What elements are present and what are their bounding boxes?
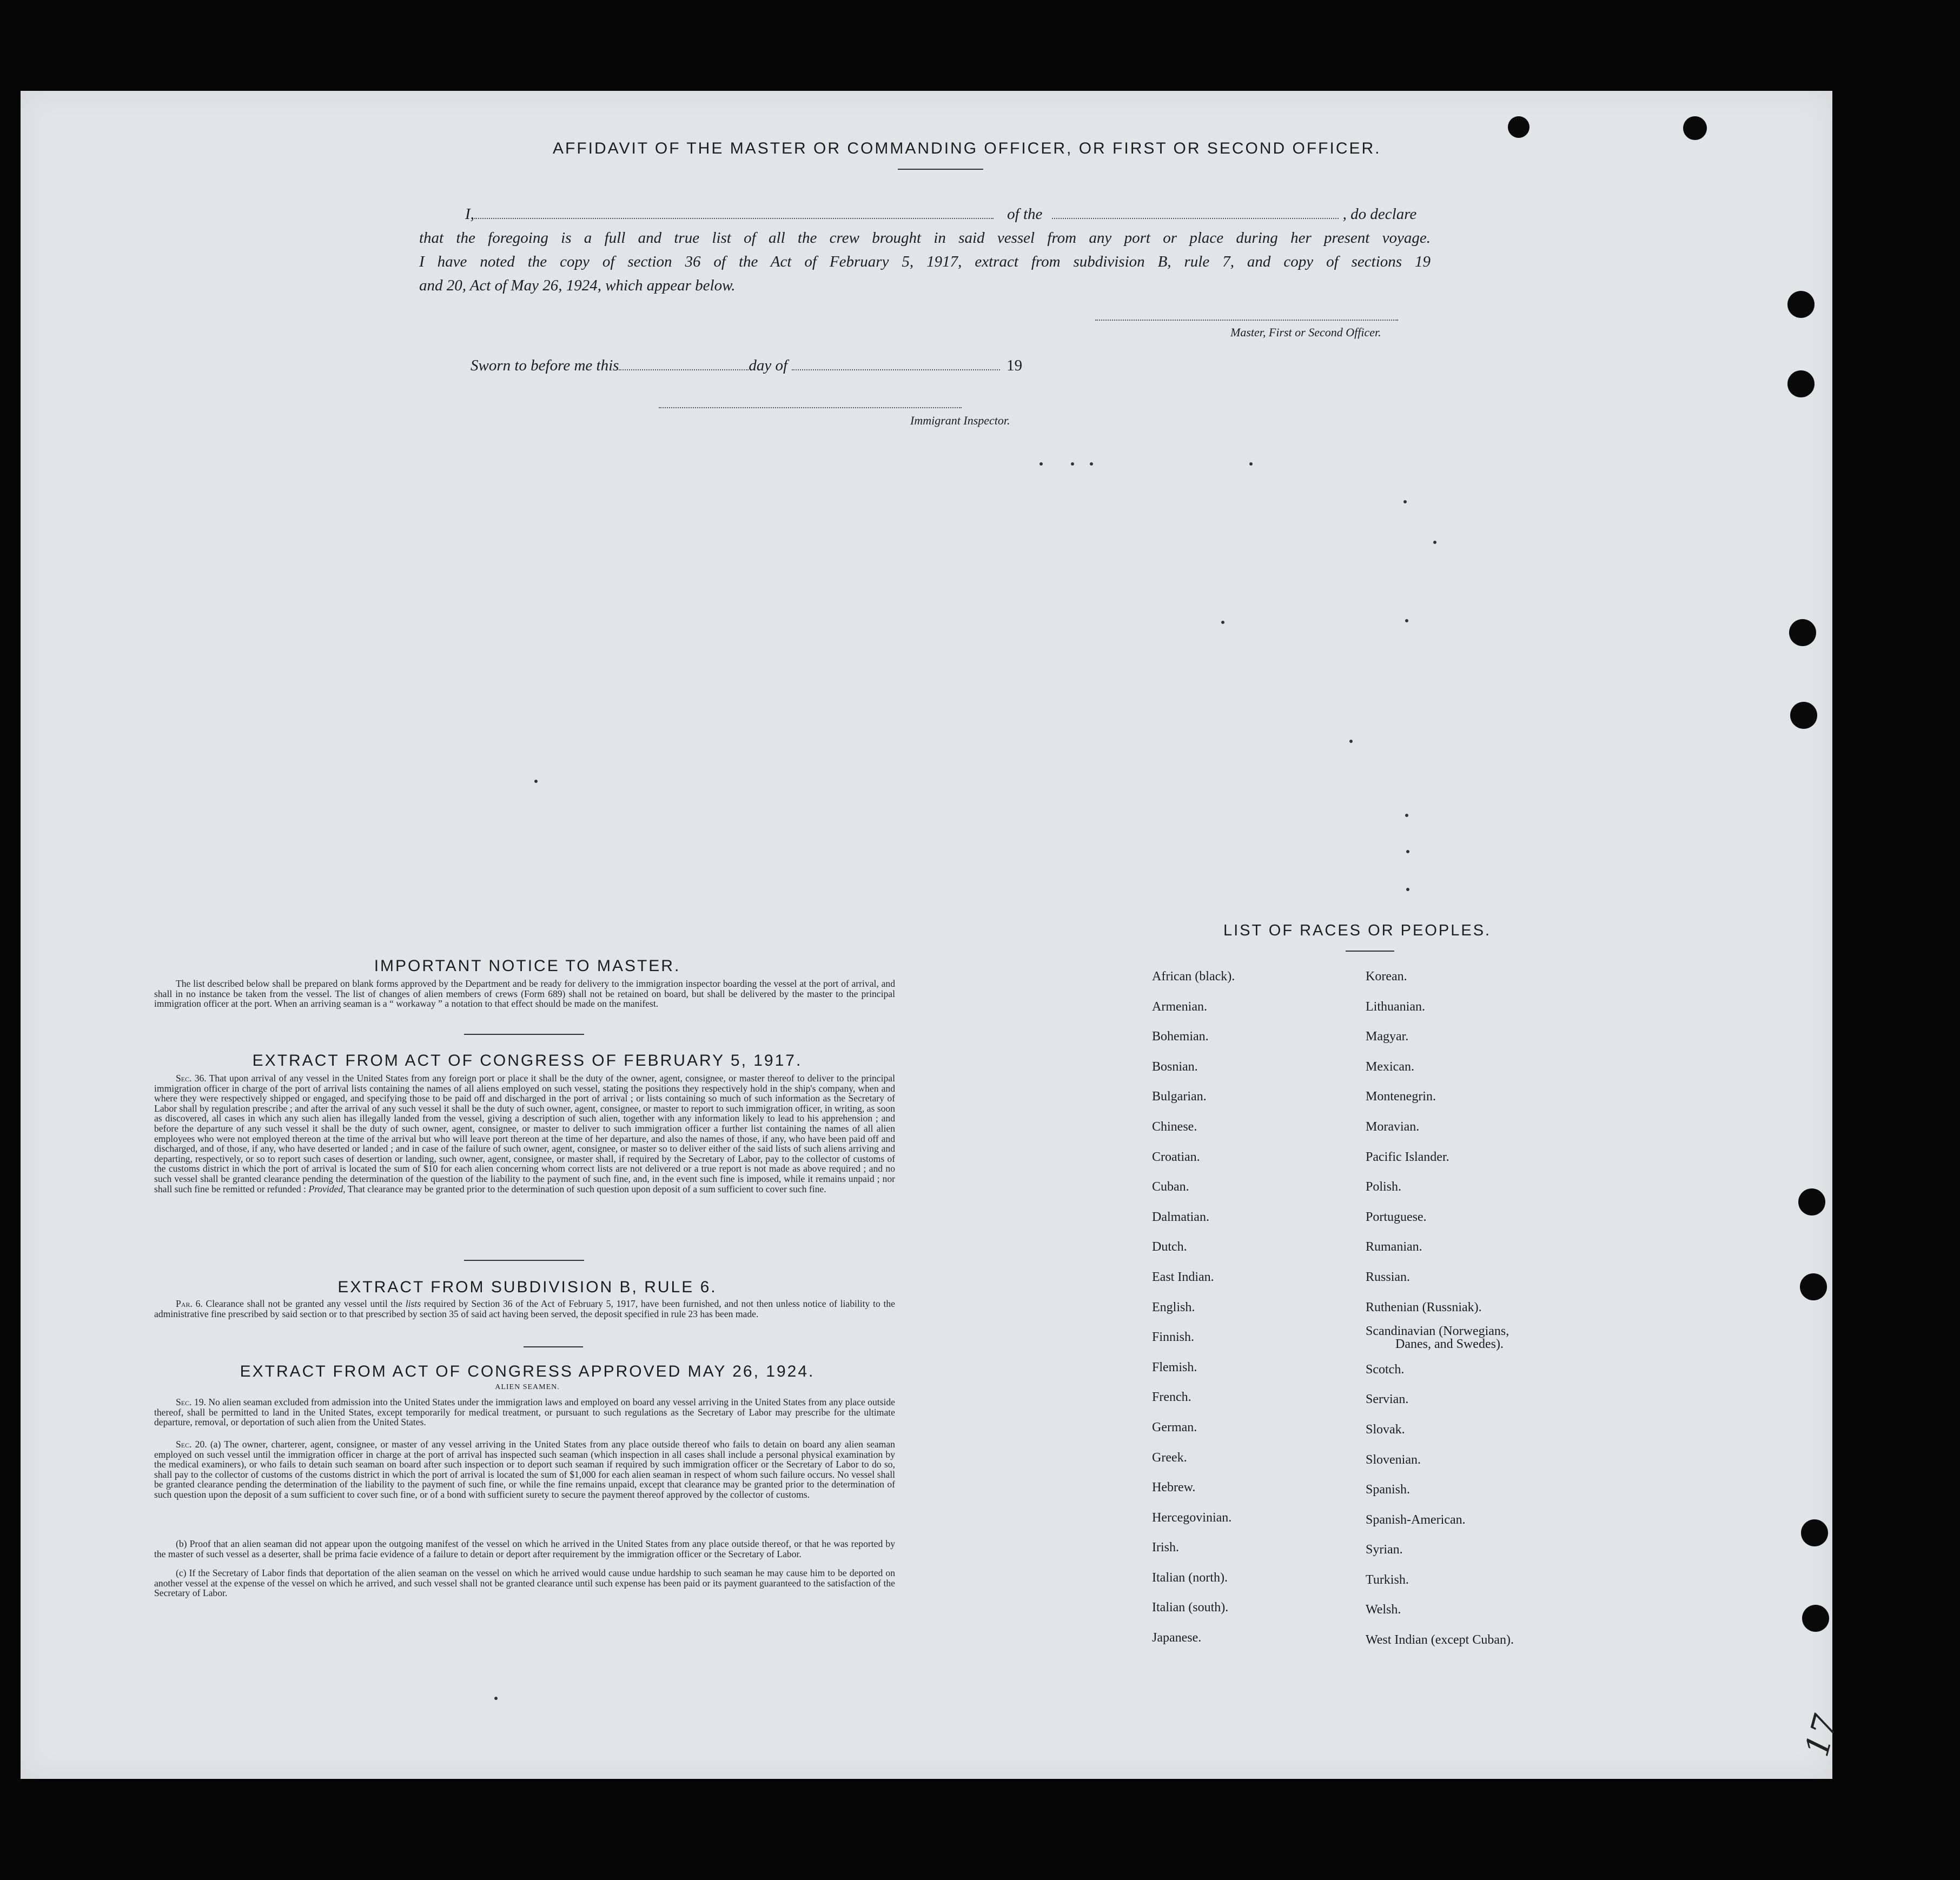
ink-speck — [1406, 850, 1409, 853]
ink-speck — [1071, 462, 1074, 466]
race-item: Hebrew. — [1152, 1480, 1196, 1495]
sec-20c-text: (c) If the Secretary of Labor finds that deportation of the alien seaman on the vessel on which he arrived would cause undue hardship to such seaman he may cause him to be deported on another vessel at the expense of the vessel on which he arrived, and such vessel shall not be granted clearance until such expense has been paid or its payment guaranteed to the satisfaction of the Secretary of Labor. — [154, 1567, 895, 1599]
notice-title: IMPORTANT NOTICE TO MASTER. — [374, 957, 681, 975]
race-item: Turkish. — [1366, 1572, 1409, 1587]
ink-speck — [534, 780, 538, 783]
race-item: Hercegovinian. — [1152, 1510, 1232, 1525]
subdivision-text — [154, 1299, 895, 1319]
race-item: Korean. — [1366, 969, 1407, 984]
race-item: French. — [1152, 1390, 1191, 1405]
race-item: Polish. — [1366, 1180, 1402, 1194]
ink-speck — [1403, 500, 1407, 503]
race-item: Servian. — [1366, 1392, 1409, 1407]
sec-20-label: Sec. 20. — [176, 1439, 207, 1450]
affidavit-line-4: and 20, Act of May 26, 1924, which appear below. — [419, 277, 736, 294]
race-item: German. — [1152, 1420, 1197, 1434]
punch-hole — [1683, 116, 1707, 140]
punch-hole — [1798, 1188, 1825, 1215]
punch-hole — [1789, 619, 1816, 646]
race-item: Rumanian. — [1366, 1240, 1422, 1254]
race-item: East Indian. — [1152, 1270, 1214, 1284]
race-item-scandinavian — [1366, 1323, 1514, 1355]
race-item: Ruthenian (Russniak). — [1366, 1300, 1482, 1314]
handwritten-margin-note: 17 — [1798, 1711, 1845, 1761]
ink-speck — [1090, 462, 1093, 466]
extract-1917-text — [154, 1073, 895, 1194]
race-item: Croatian. — [1152, 1150, 1200, 1164]
sworn-prefix: Sworn to before me this — [471, 357, 619, 374]
race-item: Dutch. — [1152, 1240, 1187, 1254]
sec-36-label: Sec. 36. — [176, 1073, 207, 1084]
race-item: Armenian. — [1152, 999, 1207, 1014]
races-column-2 — [1366, 962, 1514, 1656]
race-item: Japanese. — [1152, 1631, 1202, 1645]
extract-1924-title: EXTRACT FROM ACT OF CONGRESS APPROVED MAY 26, 1924. — [240, 1363, 815, 1380]
ink-speck — [1405, 814, 1408, 817]
race-item: Dalmatian. — [1152, 1210, 1209, 1224]
race-item: Magyar. — [1366, 1029, 1409, 1044]
ink-speck — [1249, 462, 1253, 466]
race-item: West Indian (except Cuban). — [1366, 1633, 1514, 1648]
race-item: Welsh. — [1366, 1603, 1401, 1617]
race-item: Bohemian. — [1152, 1029, 1209, 1044]
affidavit-i: I, — [465, 205, 474, 223]
race-item: Bulgarian. — [1152, 1090, 1207, 1104]
subdivision-title: EXTRACT FROM SUBDIVISION B, RULE 6. — [337, 1278, 717, 1296]
punch-hole — [1787, 370, 1815, 397]
race-item: Moravian. — [1366, 1119, 1420, 1134]
par-6-text-a: Clearance shall not be granted any vessel until the — [206, 1298, 402, 1309]
inspector-caption: Immigrant Inspector. — [910, 414, 1010, 427]
vessel-field[interactable] — [1052, 217, 1339, 219]
provided-word: Provided, — [308, 1183, 346, 1194]
race-item: Italian (south). — [1152, 1600, 1229, 1615]
sec-19-body: No alien seaman excluded from admission into the United States under the immigration laws and employed on board any vessel arriving in the United States from any place outside thereof, shall be permitted to land in the United States, except temporarily for medical treatment, or pursuant to such regulations as the Secretary of Labor may prescribe for the ultimate departure, removal, or deportation of such alien from the United States. — [154, 1397, 895, 1428]
affidavit-line-1 — [465, 205, 1416, 223]
race-item: Slovenian. — [1366, 1452, 1421, 1467]
affidavit-declare: , do declare — [1342, 205, 1417, 223]
subdivision-rule — [524, 1346, 583, 1347]
race-item: Spanish. — [1366, 1483, 1411, 1497]
race-item: Scandinavian (Norwegians, — [1366, 1324, 1509, 1339]
race-item: Slovak. — [1366, 1422, 1405, 1437]
punch-hole — [1802, 1605, 1829, 1632]
sworn-day-of: day of — [749, 357, 788, 374]
race-item: Pacific Islander. — [1366, 1150, 1449, 1164]
sworn-line — [471, 357, 1022, 375]
race-item: Irish. — [1152, 1540, 1179, 1555]
name-field[interactable] — [474, 217, 994, 219]
punch-hole — [1800, 1273, 1827, 1300]
extract-1917-title: EXTRACT FROM ACT OF CONGRESS OF FEBRUARY 5, 1917. — [252, 1052, 803, 1069]
punch-hole — [1508, 116, 1529, 138]
sworn-day-field[interactable] — [619, 369, 749, 370]
race-item: Syrian. — [1366, 1543, 1403, 1557]
extract-1917-rule — [464, 1260, 584, 1261]
sec-20a-text — [154, 1439, 895, 1500]
ink-speck — [494, 1697, 498, 1700]
sworn-year: 19 — [1007, 357, 1023, 374]
race-item: Lithuanian. — [1366, 999, 1425, 1014]
sec-20b-text: (b) Proof that an alien seaman did not appear upon the outgoing manifest of the vessel on which he arrived in the United States from any place outside thereof, or that he was reported by the master of such vessel as a deserter, shall be prima facie evidence of a failure to detain or deport after requirement by the immigration officer or the Secretary of Labor. — [154, 1538, 895, 1559]
race-item: Greek. — [1152, 1450, 1187, 1465]
race-item: Spanish-American. — [1366, 1512, 1466, 1527]
ink-speck — [1349, 740, 1353, 743]
race-item: Montenegrin. — [1366, 1090, 1436, 1104]
notice-text: The list described below shall be prepared on blank forms approved by the Department and be ready for delivery to the immigration inspector boarding the vessel at the port of arrival, and shall in no instance be taken from the vessel. The list of changes of alien members of crews (Form 689) shall not be retained on board, but shall be delivered by the master to the principal immigration officer at the port. When an arriving seaman is a “ workaway ” a notation to that effect should be made on the manifest. — [154, 978, 895, 1009]
race-item: Russian. — [1366, 1270, 1411, 1284]
punch-hole — [1790, 702, 1817, 729]
ink-speck — [1405, 619, 1408, 622]
race-item: Mexican. — [1366, 1059, 1414, 1074]
alien-seamen-heading: ALIEN SEAMEN. — [495, 1383, 560, 1391]
affidavit-title: AFFIDAVIT OF THE MASTER OR COMMANDING OFFICER, OR FIRST OR SECOND OFFICER. — [553, 139, 1381, 157]
race-item: Bosnian. — [1152, 1059, 1198, 1074]
par-6-lists: lists — [405, 1298, 421, 1309]
race-item: Cuban. — [1152, 1180, 1189, 1194]
race-item: Portuguese. — [1366, 1210, 1427, 1224]
race-item-continued: Danes, and Swedes). — [1395, 1337, 1504, 1352]
par-6-label: Par. 6. — [176, 1298, 203, 1309]
ink-speck — [1406, 888, 1409, 891]
ink-speck — [1433, 541, 1436, 544]
affidavit-of-the: of the — [1007, 205, 1043, 223]
affidavit-line-3: I have noted the copy of section 36 of the Act of February 5, 1917, extract from subdivision B, rule 7, and copy of sections 19 — [419, 253, 1431, 270]
race-item: Finnish. — [1152, 1330, 1195, 1345]
master-signature-field[interactable] — [1095, 319, 1398, 321]
sec-19-label: Sec. 19. — [176, 1397, 206, 1407]
races-title-rule — [1346, 951, 1394, 952]
affidavit-title-rule — [898, 169, 983, 170]
form-sheet — [21, 91, 1832, 1779]
master-signature-caption: Master, First or Second Officer. — [1230, 325, 1381, 339]
sec-19-text — [154, 1397, 895, 1427]
race-item: African (black). — [1152, 969, 1235, 984]
sec-36-text: That upon arrival of any vessel in the United States from any foreign port or place it shall be the duty of the owner, agent, consignee, or master thereof to deliver to the principal immigration officer in charge of the port of arrival lists containing the names of all aliens employed on such vessel, stating the positions they respectively hold in the ship's company, when and where they were respectively shipped or engaged, and specifying those to be paid off and discharged in the port of arrival ; or lists containing so much of such information as the Secretary of Labor shall by regulation prescribe ; and after the arrival of any such vessel it shall be the duty of such owner, agent, consignee, or master to report to such immigration officer, in writing, as soon as discovered, all cases in which any such alien has illegally landed from the vessel, giving a description of such alien, together with any information likely to lead to his apprehension ; and before the departure of any such vessel it shall be the duty of such owner, agent, consignee, or master to deliver to such immigration officer a further list containing the names of all alien employees who were not employed thereon at the time of the arrival but who will leave port thereon at the time of her departure, and also the names of those, if any, who have been paid off and discharged, and of those, if any, who have deserted or landed ; and in case of the failure of such owner, agent, consignee, or master so to deliver either of the said lists of such aliens arriving and departing, respectively, or so to report such cases of desertion or landing, such owner, agent, consignee, or master shall, if required by the Secretary of Labor, pay to the collector of customs of the customs district in which the port of arrival is located the sum of $10 for each alien concerning whom correct lists are not delivered or a true report is not made as above required ; and no such vessel shall be granted clearance pending the determination of the question of the liability to the payment of such fine, and, in the event such fine is imposed, while it remains unpaid ; nor shall such fine be remitted or refunded : — [154, 1073, 895, 1194]
races-title: LIST OF RACES OR PEOPLES. — [1223, 922, 1492, 939]
race-item: Scotch. — [1366, 1362, 1405, 1377]
punch-hole — [1787, 291, 1815, 318]
race-item: Italian (north). — [1152, 1570, 1228, 1585]
par-6-text-b: required by Section 36 of the Act of February 5, 1917, have been furnished, and not then unless notice of liability to the administrative fine prescribed by said section or to that prescribed by section 35 of said act having been served, the deposit specified in rule 23 has been made. — [154, 1298, 895, 1319]
sec-36-text-end: That clearance may be granted prior to the determination of such question upon deposit of a sum sufficient to cover such fine. — [347, 1183, 826, 1194]
ink-speck — [1221, 621, 1224, 624]
sec-20a-body: (a) The owner, charterer, agent, consignee, or master of any vessel arriving in the United States from any place outside thereof who fails to detain on board any alien seaman employed on such vessel until the immigration officer in charge at the port of arrival has inspected such seaman (which inspection in all cases shall include a personal physical examination by the medical examiners), or who fails to detain such seaman on board after such inspection or to deport such seaman if required by such immigration officer or the Secretary of Labor to do so, shall pay to the collector of customs of the customs district in which the port of arrival is located the sum of $1,000 for each alien seaman in respect of whom such failure occurs. No vessel shall be granted clearance pending the determination of the liability to the payment of such fine, or while the fine remains unpaid, except that clearance may be granted prior to the determination of such question upon the deposit of a sum sufficient to cover such fine, or of a bond with sufficient surety to secure the payment thereof approved by the collector of customs. — [154, 1439, 895, 1500]
sworn-month-field[interactable] — [792, 369, 1000, 370]
race-item: Chinese. — [1152, 1119, 1197, 1134]
race-item: Flemish. — [1152, 1360, 1197, 1374]
affidavit-line-2: that the foregoing is a full and true list of all the crew brought in said vessel from any port or place during her present voyage. — [419, 229, 1431, 247]
punch-hole — [1801, 1519, 1828, 1546]
races-column-1 — [1152, 962, 1235, 1653]
race-item: English. — [1152, 1300, 1195, 1314]
inspector-signature-field[interactable] — [659, 407, 962, 408]
notice-rule — [464, 1034, 584, 1035]
ink-speck — [1039, 462, 1043, 466]
